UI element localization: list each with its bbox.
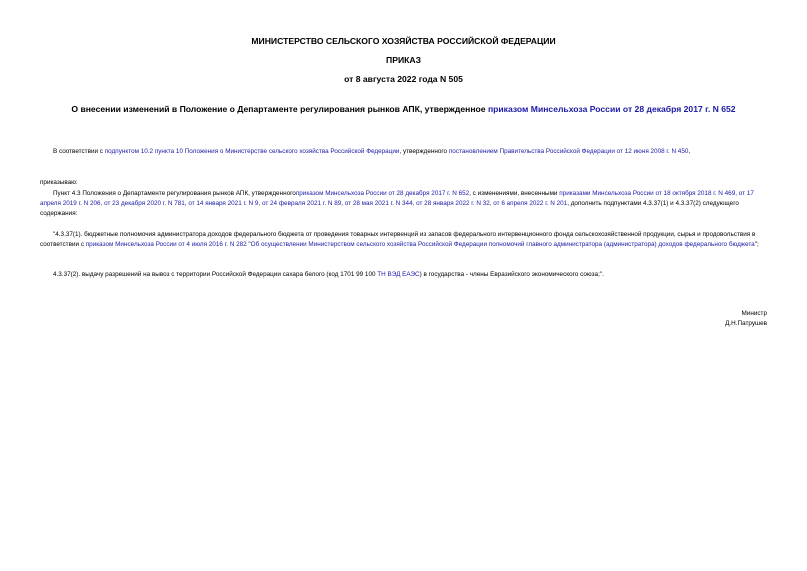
basis-text-3: , — [688, 148, 691, 155]
order-282-title-link[interactable]: Об осуществлении Министерством сельского хозяйства Российской Федерации полномочий главного администратора (администратора) доходов федерального бюджета — [250, 241, 755, 249]
document-date-number: от 8 августа 2022 года N 505 — [344, 74, 463, 84]
quote1-text-1: "4.3.37(1). бюджетные полномочия администратора доходов федерального бюджета от проведения товарных интервенций из запасов федерального интервенционного фонда сельскохозяйственной продукции, сырья и продовольствия в соответствии с — [40, 231, 756, 249]
main-paragraph — [40, 189, 770, 220]
ministry-title: МИНИСТЕРСТВО СЕЛЬСКОГО ХОЗЯЙСТВА РОССИЙСКОЙ ФЕДЕРАЦИИ — [251, 36, 556, 46]
document-subject — [0, 104, 807, 115]
quote2-text-1: 4.3.37(2). выдачу разрешений на вывоз с территории Российской Федерации сахара белого (код 1701 99 100 — [53, 271, 378, 278]
main-text-1: Пункт 4.3 Положения о Департаменте регулирования рынков АПК, утвержденного — [53, 190, 296, 197]
basis-text-2: , утвержденного — [399, 148, 449, 155]
government-decree-link[interactable]: постановлением Правительства Российской Федерации от 12 июня 2008 г. N 450 — [448, 148, 689, 155]
document-type: ПРИКАЗ — [386, 55, 421, 65]
subject-text: О внесении изменений в Положение о Департаменте регулирования рынков АПК, утвержденное — [71, 104, 488, 114]
main-text-2: , с изменениями, внесенными — [469, 190, 560, 197]
basis-paragraph — [40, 147, 770, 157]
subject-order-link[interactable]: приказом Минсельхоза России от 28 декабря 2017 г. N 652 — [487, 104, 736, 114]
quote2-text-2: ) в государства - члены Евразийского экономического союза;". — [419, 271, 604, 278]
main-text-3: , дополнить подпунктами 4.3.37(1) и 4.3.37(2) следующего содержания: — [40, 200, 739, 218]
order-652-link[interactable]: приказом Минсельхоза России от 28 декабря 2017 г. N 652 — [295, 190, 470, 197]
quote-paragraph-2 — [40, 270, 770, 280]
orders-word: приказываю: — [40, 179, 78, 186]
signatory-position: Министр — [741, 310, 767, 317]
amending-orders-link[interactable]: приказами Минсельхоза России от 18 октября 2018 г. N 469, от 17 апреля 2019 г. N 206, от 23 декабря 2020 г. N 781, от 14 января 2021 г. N 9, от 24 февраля 2021 г. N 89, от 28 мая 2021 г. N 344, от 28 января 2022 г. N 32, от 6 апреля 2022 г. N 201 — [40, 190, 754, 208]
quote-paragraph-1 — [40, 230, 770, 250]
signatory-name: Д.Н.Патрушев — [725, 320, 767, 327]
tn-ved-link[interactable]: ТН ВЭД ЕАЭС — [377, 271, 420, 278]
regulation-subparagraph-link[interactable]: подпунктом 10.2 пункта 10 Положения о Министерстве сельского хозяйства Российской Федерации — [104, 148, 400, 155]
quote1-text-2: " — [246, 241, 251, 249]
quote1-text-3: "; — [754, 241, 759, 249]
order-282-link[interactable]: приказом Минсельхоза России от 4 июля 2016 г. N 282 — [85, 241, 247, 249]
basis-text-1: В соответствии с — [53, 148, 105, 155]
